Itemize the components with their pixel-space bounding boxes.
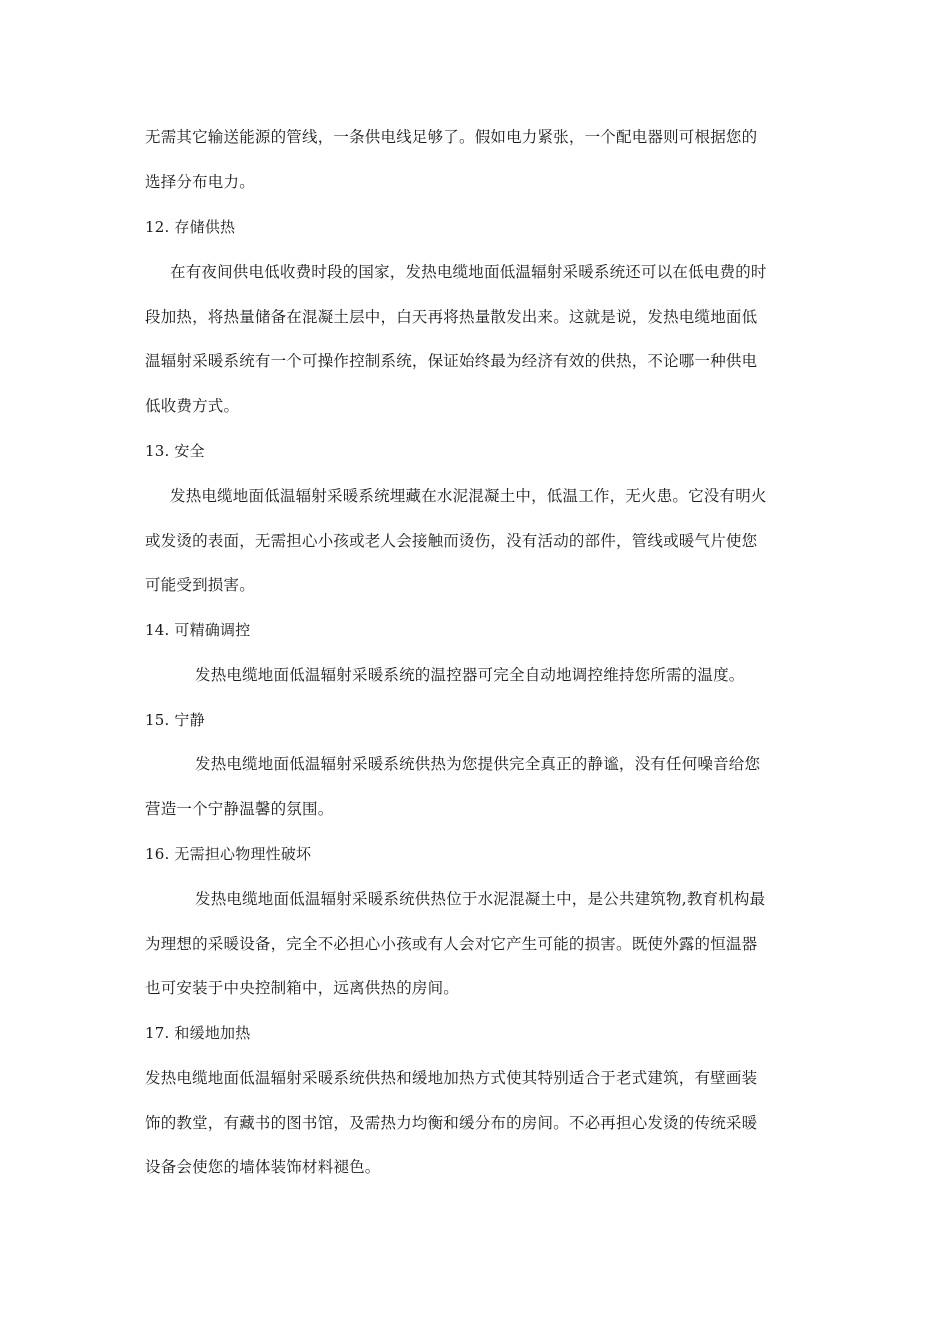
body-text-line: 发热电缆地面低温辐射采暖系统供热为您提供完全真正的静谧，没有任何噪音给您 — [195, 755, 761, 773]
body-text-line: 可能受到损害。 — [145, 576, 255, 594]
body-text-line: 发热电缆地面低温辐射采暖系统埋藏在水泥混凝土中，低温工作，无火患。它没有明火 — [170, 487, 767, 505]
section-heading-15: 15. 宁静 — [145, 711, 205, 729]
section-heading-12: 12. 存储供热 — [145, 218, 236, 236]
body-text-line: 饰的教堂，有藏书的图书馆，及需热力均衡和缓分布的房间。不必再担心发烫的传统采暖 — [145, 1114, 758, 1132]
body-text-line: 或发烫的表面，无需担心小孩或老人会接触而烫伤，没有活动的部件，管线或暖气片使您 — [145, 532, 758, 550]
body-text-line: 发热电缆地面低温辐射采暖系统供热和缓地加热方式使其特别适合于老式建筑，有壁画装 — [145, 1069, 758, 1087]
body-text-line: 发热电缆地面低温辐射采暖系统供热位于水泥混凝土中，是公共建筑物,教育机构最 — [195, 890, 766, 908]
body-text-line: 选择分布电力。 — [145, 173, 255, 191]
body-text-line: 也可安装于中央控制箱中，远离供热的房间。 — [145, 979, 460, 997]
body-text-line: 为理想的采暖设备，完全不必担心小孩或有人会对它产生可能的损害。既使外露的恒温器 — [145, 935, 758, 953]
body-text-line: 低收费方式。 — [145, 397, 240, 415]
section-heading-14: 14. 可精确调控 — [145, 621, 251, 639]
body-text-line: 在有夜间供电低收费时段的国家，发热电缆地面低温辐射采暖系统还可以在低电费的时 — [170, 263, 767, 281]
body-text-line: 设备会使您的墙体装饰材料褪色。 — [145, 1158, 381, 1176]
body-text-line: 温辐射采暖系统有一个可操作控制系统，保证始终最为经济有效的供热，不论哪一种供电 — [145, 352, 758, 370]
section-heading-17: 17. 和缓地加热 — [145, 1024, 251, 1042]
section-heading-16: 16. 无需担心物理性破坏 — [145, 845, 312, 863]
body-text-line: 发热电缆地面低温辐射采暖系统的温控器可完全自动地调控维持您所需的温度。 — [195, 666, 745, 684]
body-text-line: 营造一个宁静温馨的氛围。 — [145, 800, 334, 818]
body-text-line: 段加热，将热量储备在混凝土层中，白天再将热量散发出来。这就是说，发热电缆地面低 — [145, 308, 758, 326]
body-text-line: 无需其它输送能源的管线，一条供电线足够了。假如电力紧张，一个配电器则可根据您的 — [145, 128, 758, 146]
section-heading-13: 13. 安全 — [145, 442, 205, 460]
